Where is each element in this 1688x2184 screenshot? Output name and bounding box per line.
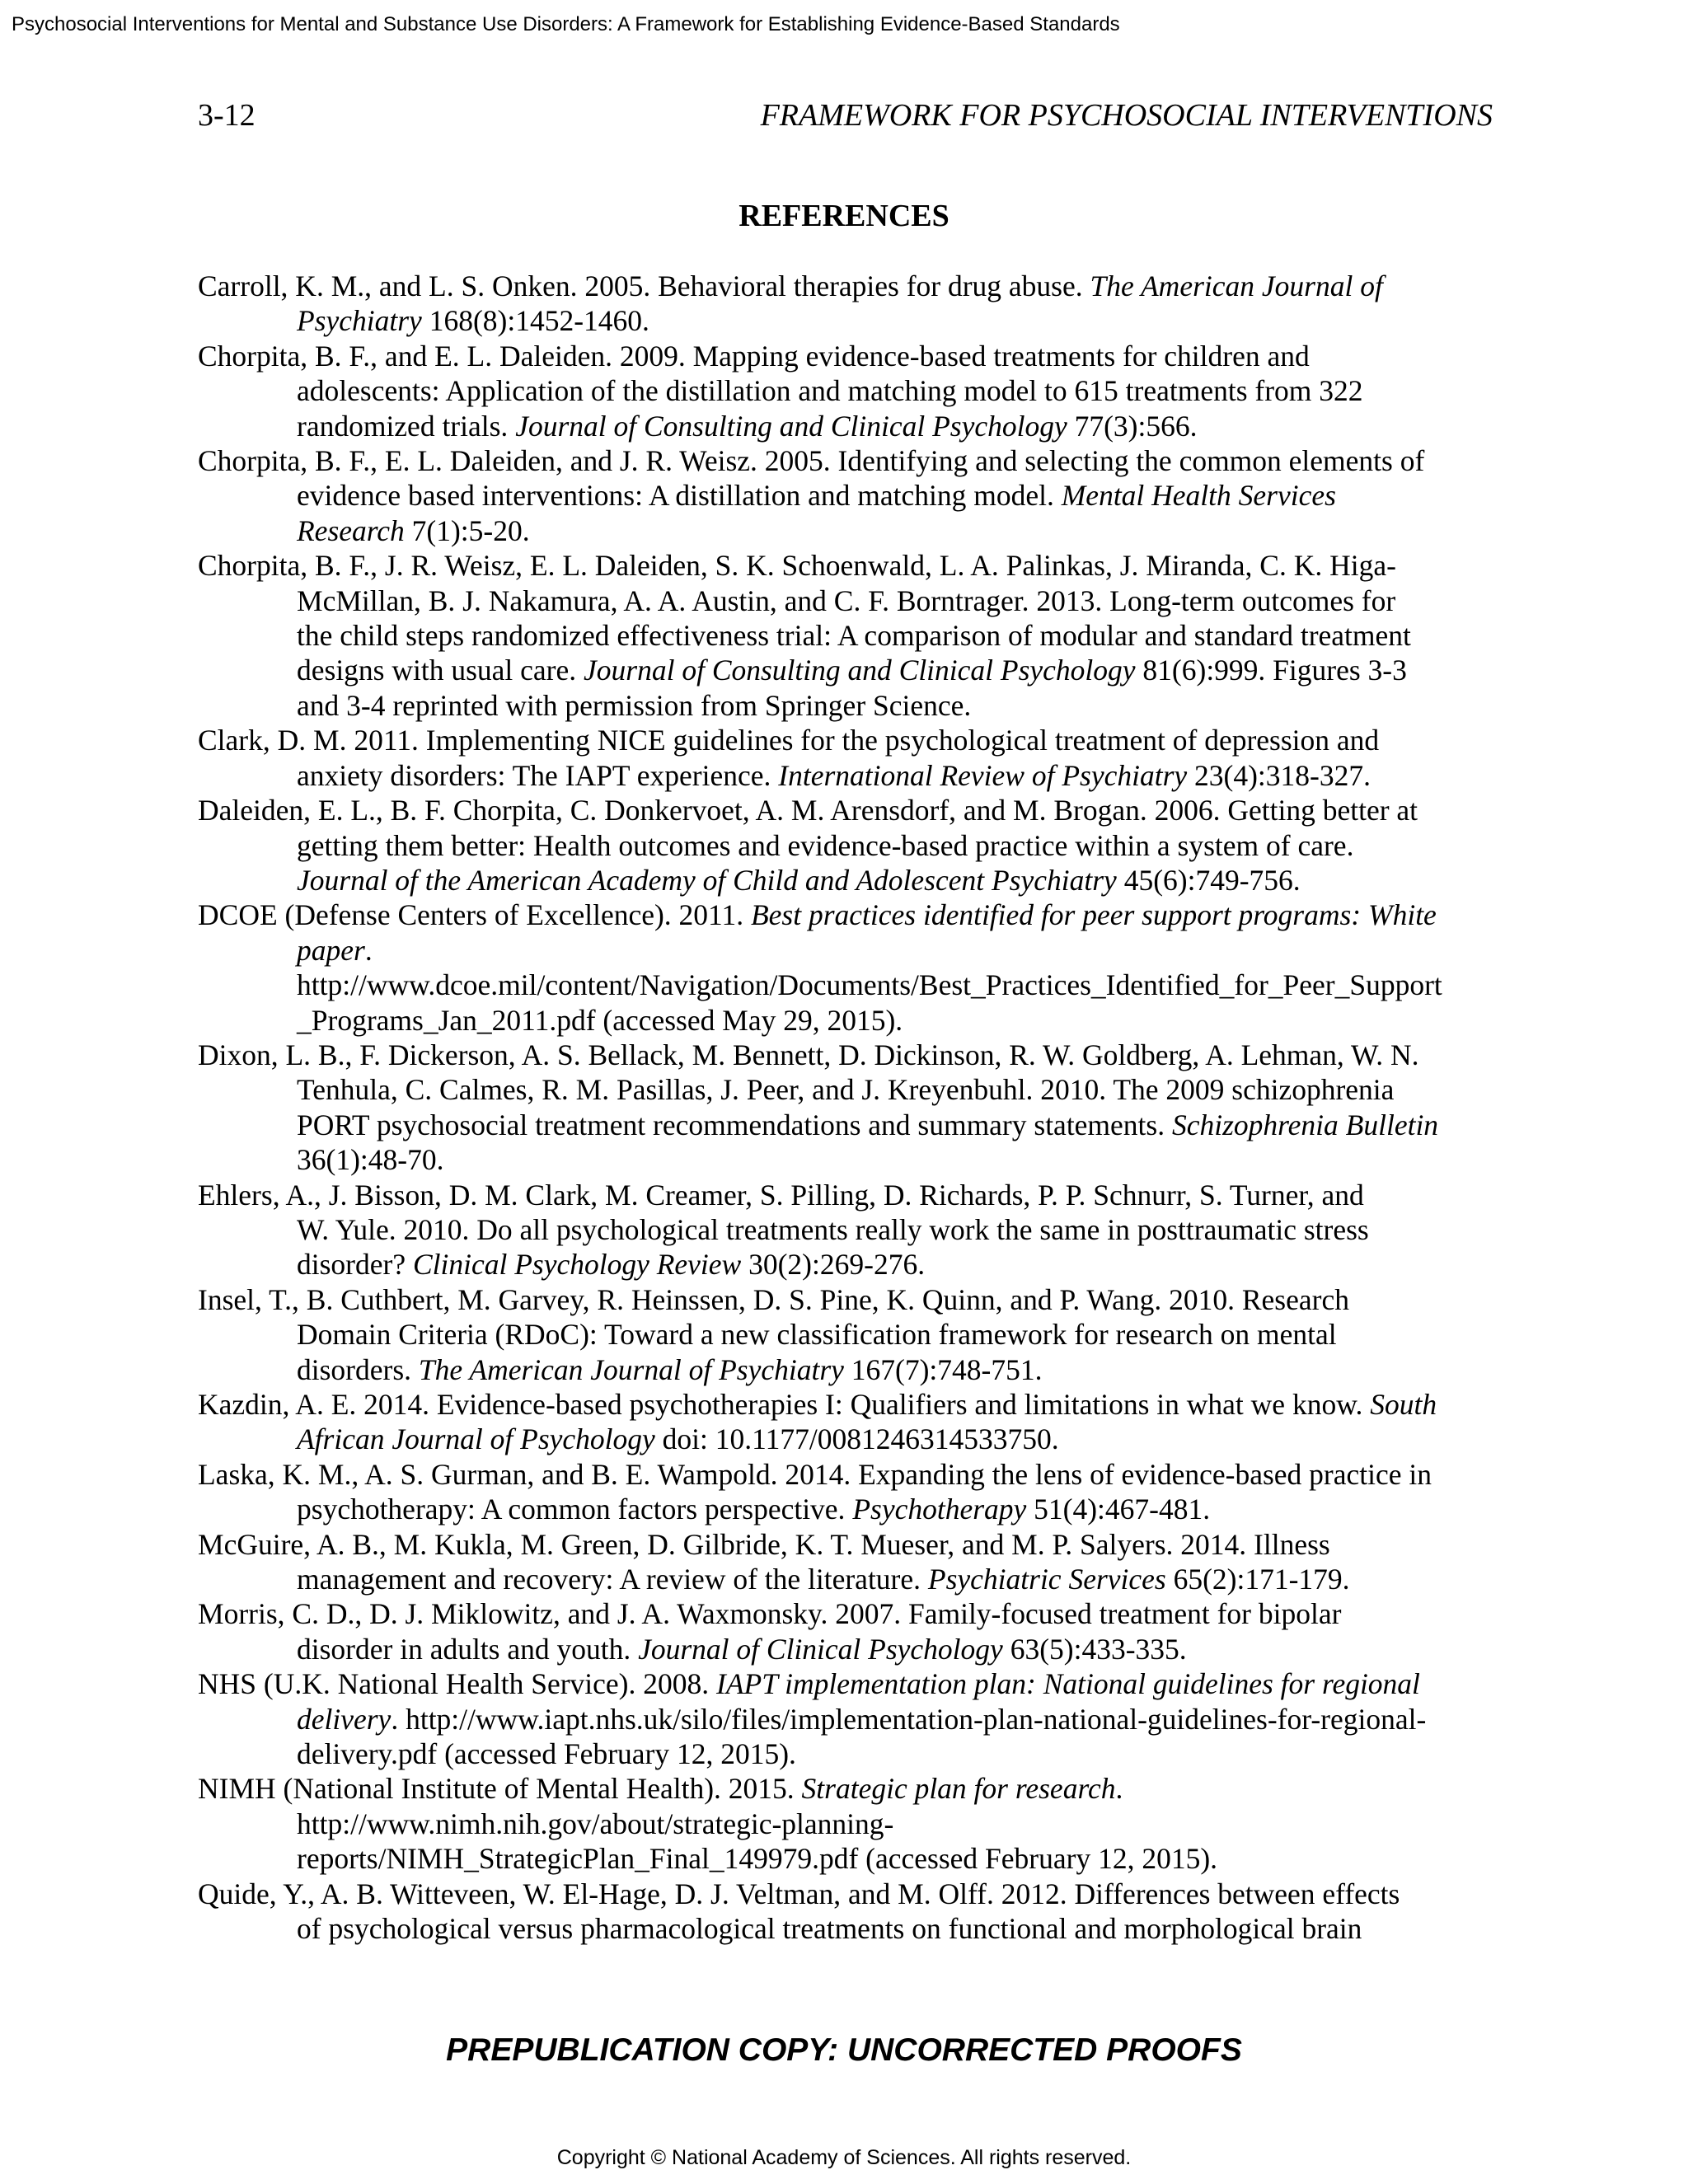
reference-line [297,1736,1500,1771]
reference-line [198,1457,1500,1492]
reference-italic-text: Journal of Consulting and Clinical Psychology [584,654,1136,687]
reference-text: Carroll, K. M., and L. S. Onken. 2005. Behavioral therapies for drug abuse. [198,269,1090,302]
reference-text: delivery.pdf (accessed February 12, 2015). [297,1737,796,1771]
reference-line [198,339,1500,373]
reference-line [198,1527,1500,1562]
reference-text: PORT psychosocial treatment recommendations and summary statements. [297,1108,1172,1141]
reference-line [198,1387,1500,1422]
reference-italic-text: The American Journal of [1090,269,1383,302]
reference-italic-text: delivery [297,1702,392,1736]
reference-line [297,1841,1500,1876]
reference-text: and 3-4 reprinted with permission from Springer Science. [297,688,972,722]
reference-line [297,1352,1500,1387]
reference-text: Chorpita, B. F., E. L. Daleiden, and J. R. Weisz. 2005. Identifying and selecting the common elements of [198,444,1425,478]
reference-text: NHS (U.K. National Health Service). 2008. [198,1667,716,1701]
reference-line [297,409,1500,443]
reference-text: 30(2):269-276. [741,1248,926,1282]
reference-text: 167(7):748-751. [843,1352,1043,1386]
reference-text: http://www.nimh.nih.gov/about/strategic-planning- [297,1807,894,1840]
reference-italic-text: Clinical Psychology Review [412,1248,742,1282]
reference-italic-text: The American Journal of Psychiatry [418,1352,844,1386]
reference-entry [198,1527,1500,1597]
reference-text: 23(4):318-327. [1187,758,1371,792]
reference-text: doi: 10.1177/0081246314533750. [654,1422,1059,1456]
reference-line [198,443,1500,478]
reference-italic-text: African Journal of Psychology [297,1422,655,1456]
reference-text: disorder in adults and youth. [297,1632,639,1666]
reference-text: Ehlers, A., J. Bisson, D. M. Clark, M. Creamer, S. Pilling, D. Richards, P. P. Schnurr, S. Turner, and [198,1178,1364,1212]
reference-italic-text: Psychiatry [297,304,422,338]
reference-text: 65(2):171-179. [1165,1563,1350,1596]
reference-line [297,933,1500,968]
reference-line [297,303,1500,338]
reference-entry [198,548,1500,723]
reference-text: . [1115,1772,1123,1806]
reference-text: 45(6):749-756. [1116,863,1301,897]
reference-line [297,1422,1500,1456]
reference-italic-text: Strategic plan for research [801,1772,1116,1806]
reference-italic-text: Research [297,513,405,547]
reference-text: McGuire, A. B., M. Kukla, M. Green, D. Gilbride, K. T. Mueser, and M. P. Salyers. 2014. Illness [198,1527,1330,1561]
reference-entry [198,1038,1500,1178]
reference-italic-text: Journal of Consulting and Clinical Psychology [515,409,1067,443]
reference-line [198,1038,1500,1072]
reference-line [297,1807,1500,1841]
reference-line [297,513,1500,548]
reference-line [297,1247,1500,1282]
prepublication-notice: PREPUBLICATION COPY: UNCORRECTED PROOFS [446,2032,1242,2068]
reference-line [198,1596,1500,1631]
reference-text: reports/NIMH_StrategicPlan_Final_149979.pdf (accessed February 12, 2015). [297,1842,1218,1876]
reference-line [198,1178,1500,1212]
reference-entry [198,443,1500,548]
reference-line [297,688,1500,723]
reference-entry [198,1666,1500,1771]
reference-line [198,723,1500,757]
reference-text: . [364,933,373,967]
running-head: FRAMEWORK FOR PSYCHOSOCIAL INTERVENTIONS [760,98,1493,133]
reference-italic-text: Journal of the American Academy of Child and Adolescent Psychiatry [297,863,1117,897]
reference-text: 81(6):999. Figures 3-3 [1135,654,1407,687]
reference-text: disorders. [297,1352,419,1386]
reference-text: _Programs_Jan_2011.pdf (accessed May 29, 2015). [297,1003,903,1037]
reference-line [297,1911,1500,1946]
reference-text: Quide, Y., A. B. Witteveen, W. El-Hage, D. J. Veltman, and M. Olff. 2012. Differences between effects [198,1877,1400,1910]
reference-italic-text: International Review of Psychiatry [778,758,1188,792]
reference-italic-text: Psychotherapy [852,1493,1027,1526]
reference-line [297,1003,1500,1038]
reference-text: 168(8):1452-1460. [421,304,649,338]
reference-italic-text: IAPT implementation plan: National guidelines for regional [716,1667,1420,1701]
section-title: REFERENCES [738,199,950,233]
page-number: 3-12 [198,98,256,133]
reference-entry [198,793,1500,898]
reference-entry [198,1282,1500,1387]
reference-text: 63(5):433-335. [1002,1632,1187,1666]
reference-text: Chorpita, B. F., and E. L. Daleiden. 2009. Mapping evidence-based treatments for children and [198,339,1310,373]
reference-line [297,1108,1500,1142]
reference-line [297,1142,1500,1177]
reference-italic-text: Psychiatric Services [927,1563,1166,1596]
reference-line [198,1666,1500,1701]
reference-entry [198,898,1500,1038]
reference-text: psychotherapy: A common factors perspective. [297,1493,853,1526]
reference-line [198,1282,1500,1317]
reference-italic-text: paper [297,933,365,967]
reference-entry [198,1387,1500,1457]
reference-text: Daleiden, E. L., B. F. Chorpita, C. Donkervoet, A. M. Arensdorf, and M. Brogan. 2006. Getting better at [198,794,1418,827]
reference-text: designs with usual care. [297,654,584,687]
reference-line [198,269,1500,303]
reference-italic-text: Best practices identified for peer support programs: White [750,898,1437,932]
reference-entry [198,1771,1500,1876]
copyright-notice: Copyright © National Academy of Sciences. All rights reserved. [556,2146,1132,2169]
reference-text: Dixon, L. B., F. Dickerson, A. S. Bellack, M. Bennett, D. Dickinson, R. W. Goldberg, A. Lehman, W. N. [198,1038,1419,1071]
reference-line [297,373,1500,408]
reference-entry [198,269,1500,339]
reference-entry [198,723,1500,793]
reference-italic-text: South [1370,1388,1437,1421]
reference-text: Domain Criteria (RDoC): Toward a new classification framework for research on mental [297,1318,1337,1352]
reference-text: Clark, D. M. 2011. Implementing NICE guidelines for the psychological treatment of depression and [198,724,1380,757]
reference-text: 77(3):566. [1067,409,1198,443]
reference-line [297,653,1500,687]
document-banner: Psychosocial Interventions for Mental and Substance Use Disorders: A Framework for Establishing Evidence-Based Standards [12,13,1120,35]
reference-text: Kazdin, A. E. 2014. Evidence-based psychotherapies I: Qualifiers and limitations in what we know. [198,1388,1371,1421]
reference-text: 51(4):467-481. [1026,1493,1211,1526]
reference-line [198,1877,1500,1911]
reference-line [198,1771,1500,1806]
reference-text: 36(1):48-70. [297,1143,444,1177]
reference-text: getting them better: Health outcomes and evidence-based practice within a system of care. [297,828,1354,862]
reference-line [297,1072,1500,1107]
reference-italic-text: Journal of Clinical Psychology [638,1632,1003,1666]
reference-text: the child steps randomized effectiveness trial: A comparison of modular and standard treatment [297,619,1411,653]
reference-line [297,828,1500,863]
reference-text: Morris, C. D., D. J. Miklowitz, and J. A. Waxmonsky. 2007. Family-focused treatment for bipolar [198,1597,1342,1631]
reference-entry [198,1877,1500,1947]
reference-entry [198,1178,1500,1282]
reference-line [297,968,1500,1002]
reference-line [198,793,1500,827]
reference-line [297,1492,1500,1526]
reference-text: McMillan, B. J. Nakamura, A. A. Austin, and C. F. Borntrager. 2013. Long-term outcomes for [297,583,1396,617]
reference-text: adolescents: Application of the distillation and matching model to 615 treatments from 322 [297,374,1363,408]
reference-line [297,1212,1500,1247]
reference-line [297,1317,1500,1352]
reference-line [297,863,1500,898]
reference-line [297,618,1500,653]
reference-text: evidence based interventions: A distillation and matching model. [297,479,1062,513]
reference-text: . http://www.iapt.nhs.uk/silo/files/implementation-plan-national-guidelines-for-regional- [391,1702,1427,1736]
reference-text: Tenhula, C. Calmes, R. M. Pasillas, J. Peer, and J. Kreyenbuhl. 2010. The 2009 schizophrenia [297,1073,1395,1107]
reference-text: Chorpita, B. F., J. R. Weisz, E. L. Daleiden, S. K. Schoenwald, L. A. Palinkas, J. Miranda, C. K. Higa- [198,549,1396,583]
reference-list [198,269,1500,1947]
reference-text: NIMH (National Institute of Mental Health). 2015. [198,1772,802,1806]
reference-text: W. Yule. 2010. Do all psychological treatments really work the same in posttraumatic stress [297,1212,1369,1246]
reference-italic-text: Mental Health Services [1061,479,1336,513]
reference-entry [198,339,1500,443]
reference-line [297,478,1500,513]
reference-text: Laska, K. M., A. S. Gurman, and B. E. Wampold. 2014. Expanding the lens of evidence-based practice in [198,1457,1432,1491]
reference-text: http://www.dcoe.mil/content/Navigation/Documents/Best_Practices_Identified_for_Peer_Support [297,968,1442,1002]
reference-line [297,583,1500,618]
reference-text: 7(1):5-20. [404,513,530,547]
reference-line [198,548,1500,583]
reference-text: Insel, T., B. Cuthbert, M. Garvey, R. Heinssen, D. S. Pine, K. Quinn, and P. Wang. 2010. Research [198,1282,1349,1316]
reference-text: anxiety disorders: The IAPT experience. [297,758,779,792]
reference-line [297,758,1500,793]
reference-line [198,898,1500,932]
reference-line [297,1702,1500,1736]
reference-text: randomized trials. [297,409,516,443]
reference-entry [198,1457,1500,1527]
reference-italic-text: Schizophrenia Bulletin [1171,1108,1439,1141]
reference-entry [198,1596,1500,1666]
reference-line [297,1562,1500,1596]
reference-text: management and recovery: A review of the literature. [297,1563,928,1596]
reference-line [297,1632,1500,1666]
reference-text: DCOE (Defense Centers of Excellence). 2011. [198,898,751,932]
reference-text: of psychological versus pharmacological treatments on functional and morphological brain [297,1912,1362,1946]
reference-text: disorder? [297,1248,413,1282]
